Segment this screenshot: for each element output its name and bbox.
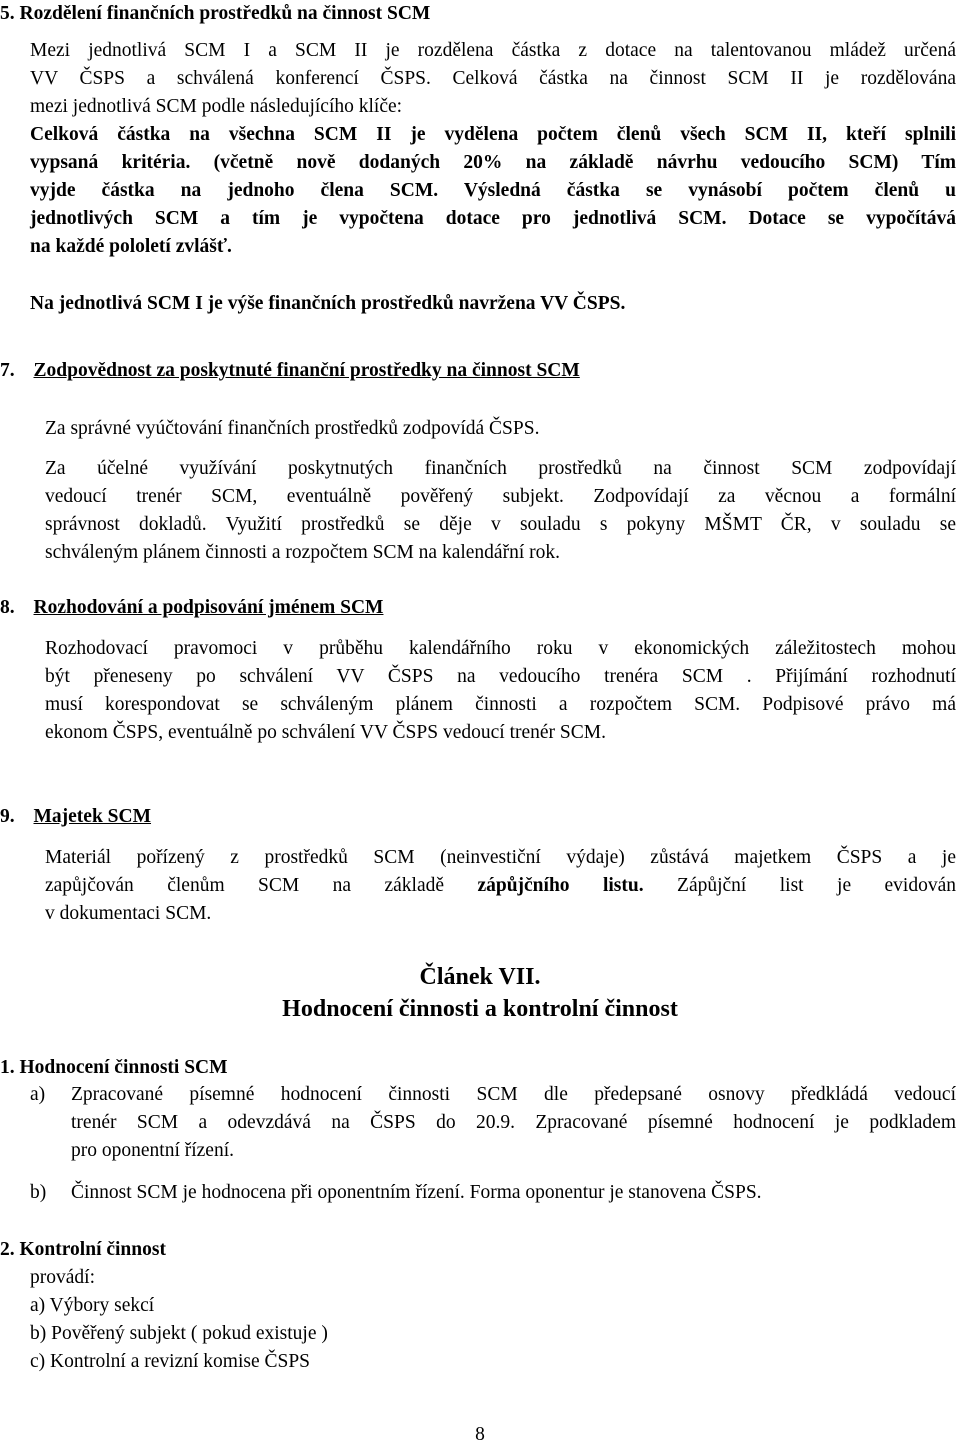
section-5-paragraph bbox=[30, 37, 956, 121]
text-line: Mezi jednotlivá SCM I a SCM II je rozdělena částka z dotace na talentovanou mládež určená bbox=[30, 40, 956, 61]
section-8-number: 8. bbox=[0, 597, 15, 618]
page-number: 8 bbox=[475, 1424, 485, 1445]
section-5-bold-paragraph bbox=[30, 121, 956, 261]
text-line: jednotlivých SCM a tím je vypočtena dotace pro jednotlivá SCM. Dotace se vypočítává bbox=[30, 208, 956, 229]
text-line: vedoucí trenér SCM, eventuálně pověřený subjekt. Zodpovídají za věcnou a formální bbox=[45, 486, 956, 507]
list-item: b) Pověřený subjekt ( pokud existuje ) bbox=[30, 1323, 328, 1344]
section-8-paragraph bbox=[45, 635, 956, 747]
control-intro: provádí: bbox=[30, 1267, 95, 1288]
article-heading bbox=[0, 961, 960, 1025]
text-line: vyjde částka na jednoho člena SCM. Výsledná částka se vynásobí počtem členů u bbox=[30, 180, 956, 201]
text-line: pro oponentní řízení. bbox=[71, 1140, 234, 1161]
section-7-paragraph-1: Za správné vyúčtování finančních prostředků zodpovídá ČSPS. bbox=[45, 418, 540, 439]
section-8-title: Rozhodování a podpisování jménem SCM bbox=[33, 597, 384, 618]
subsection-1-heading: 1. Hodnocení činnosti SCM bbox=[0, 1057, 228, 1078]
section-7-heading bbox=[0, 357, 580, 385]
text-line: správnost dokladů. Využití prostředků se děje v souladu s pokyny MŠMT ČR, v souladu se bbox=[45, 514, 956, 535]
section-7-title: Zodpovědnost za poskytnuté finanční prostředky na činnost SCM bbox=[33, 360, 580, 381]
text-line: na každé pololetí zvlášť. bbox=[30, 236, 232, 257]
text-line: Za účelné využívání poskytnutých finančních prostředků na činnost SCM zodpovídají bbox=[45, 458, 956, 479]
text-line: mezi jednotlivá SCM podle následujícího klíče: bbox=[30, 96, 403, 117]
text-line: Celková částka na všechna SCM II je vydělena počtem členů všech SCM II, kteří splnili bbox=[30, 124, 956, 145]
text-line bbox=[45, 872, 956, 900]
item-b-text: Činnost SCM je hodnocena při oponentním řízení. Forma oponentur je stanovena ČSPS. bbox=[71, 1182, 762, 1203]
text-line: VV ČSPS a schválená konferencí ČSPS. Celková částka na činnost SCM II je rozdělována bbox=[30, 68, 956, 89]
item-b-label: b) bbox=[30, 1182, 47, 1203]
text-line: Materiál pořízený z prostředků SCM (neinvestiční výdaje) zůstává majetkem ČSPS a je bbox=[45, 847, 956, 868]
loan-sheet-term: zápůjčního listu. bbox=[477, 875, 644, 896]
text-line: vypsaná kritéria. (včetně nově dodaných 20% na základě návrhu vedoucího SCM) Tím bbox=[30, 152, 956, 173]
item-a-label: a) bbox=[30, 1084, 46, 1105]
text-line: schváleným plánem činnosti a rozpočtem SCM na kalendářní rok. bbox=[45, 542, 560, 563]
section-9-paragraph bbox=[45, 844, 956, 928]
text-fragment: zapůjčován členům SCM na základě bbox=[45, 875, 478, 896]
list-item: c) Kontrolní a revizní komise ČSPS bbox=[30, 1351, 311, 1372]
section-9-heading bbox=[0, 803, 151, 831]
control-list bbox=[30, 1264, 328, 1376]
text-line: být přeneseny po schválení VV ČSPS na vedoucího trenéra SCM . Přijímání rozhodnutí bbox=[45, 666, 956, 687]
section-9-number: 9. bbox=[0, 806, 15, 827]
section-5-heading: 5. Rozdělení finančních prostředků na činnost SCM bbox=[0, 3, 431, 24]
list-item: a) Výbory sekcí bbox=[30, 1295, 155, 1316]
text-line: trenér SCM a odevzdává na ČSPS do 20.9. Zpracované písemné hodnocení je podkladem bbox=[71, 1112, 956, 1133]
text-fragment: Zápůjční list je evidován bbox=[643, 875, 956, 896]
text-line: v dokumentaci SCM. bbox=[45, 903, 212, 924]
section-7-paragraph-2 bbox=[45, 455, 956, 567]
text-line: Rozhodovací pravomoci v průběhu kalendářního roku v ekonomických záležitostech mohou bbox=[45, 638, 956, 659]
article-subtitle: Hodnocení činnosti a kontrolní činnost bbox=[282, 996, 678, 1022]
text-line: Zpracované písemné hodnocení činnosti SCM dle předepsané osnovy předkládá vedoucí bbox=[71, 1084, 956, 1105]
section-9-title: Majetek SCM bbox=[33, 806, 152, 827]
section-7-number: 7. bbox=[0, 360, 15, 381]
text-line: musí korespondovat se schváleným plánem činnosti a rozpočtem SCM. Podpisové právo má bbox=[45, 694, 956, 715]
subsection-2-heading: 2. Kontrolní činnost bbox=[0, 1239, 166, 1260]
article-title: Článek VII. bbox=[419, 964, 541, 990]
section-5-bold-note: Na jednotlivá SCM I je výše finančních prostředků navržena VV ČSPS. bbox=[30, 293, 626, 314]
item-a-text bbox=[71, 1081, 956, 1165]
section-8-heading bbox=[0, 594, 383, 622]
text-line: ekonom ČSPS, eventuálně po schválení VV ČSPS vedoucí trenér SCM. bbox=[45, 722, 606, 743]
